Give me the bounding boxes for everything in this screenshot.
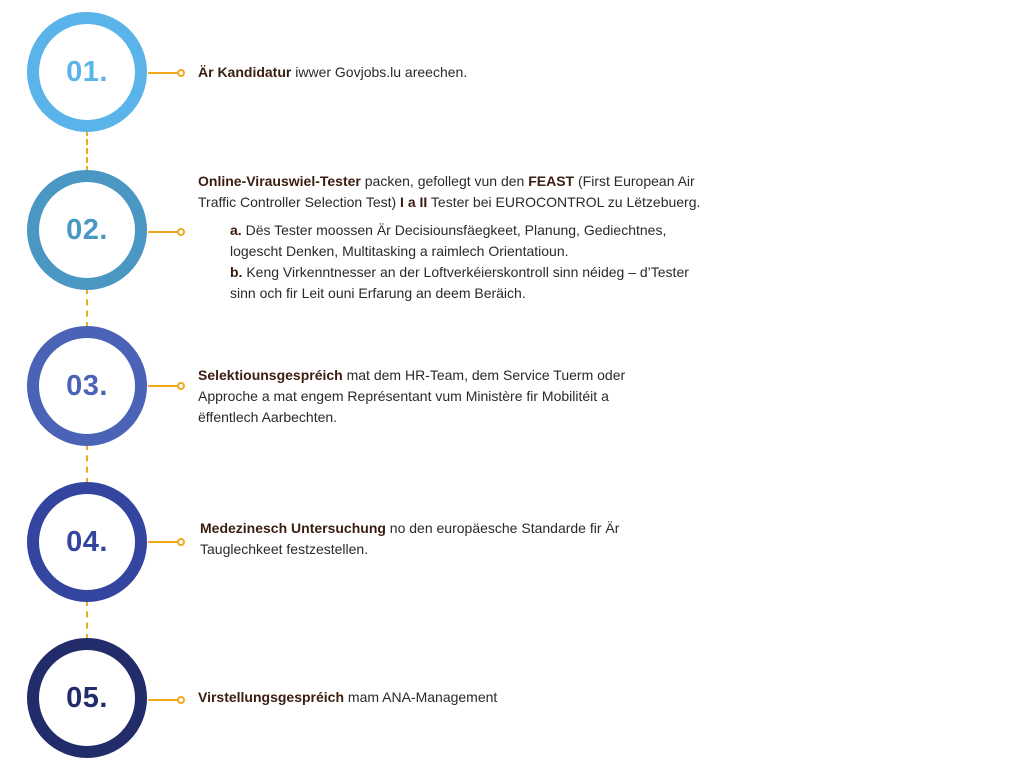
step-2-sub-a-text: Dës Tester moossen Är Decisiounsfäegkeet, Planung, Gediechtnes, logescht Denken, Multitasking a raimlech Orientatioun. bbox=[230, 222, 667, 259]
step-2-description bbox=[198, 171, 718, 304]
step-1-description bbox=[198, 62, 728, 83]
step-2-sub-b-label: b. bbox=[230, 264, 243, 280]
step-1-connector-dot bbox=[177, 69, 185, 77]
step-3-circle bbox=[27, 326, 147, 446]
step-3-connector bbox=[148, 385, 178, 387]
step-1-circle bbox=[27, 12, 147, 132]
step-4-connector-dot bbox=[177, 538, 185, 546]
timeline-connector-4-5 bbox=[86, 600, 88, 640]
step-2-connector-dot bbox=[177, 228, 185, 236]
step-5-connector-dot bbox=[177, 696, 185, 704]
step-2-connector bbox=[148, 231, 178, 233]
step-2-title: Online-Virauswiel-Tester bbox=[198, 173, 361, 189]
timeline-connector-1-2 bbox=[86, 130, 88, 172]
step-2-text-part-3: Tester bei EUROCONTROL zu Lëtzebuerg. bbox=[427, 194, 701, 210]
step-4-title: Medezinesch Untersuchung bbox=[200, 520, 386, 536]
step-2-text-part-2: (First European Air Traffic Controller Selection Test) bbox=[198, 173, 695, 210]
step-5-description bbox=[198, 687, 728, 708]
timeline-connector-3-4 bbox=[86, 444, 88, 484]
step-2-sub-b bbox=[230, 262, 700, 304]
step-2-main-text bbox=[198, 171, 718, 213]
step-3-title: Selektiounsgespréich bbox=[198, 367, 343, 383]
step-4-circle bbox=[27, 482, 147, 602]
step-3-number: 03. bbox=[66, 369, 108, 402]
step-5-number: 05. bbox=[66, 681, 108, 714]
step-1-number: 01. bbox=[66, 55, 108, 88]
timeline-connector-2-3 bbox=[86, 288, 88, 328]
step-4-connector bbox=[148, 541, 178, 543]
step-3-connector-dot bbox=[177, 382, 185, 390]
step-5-body: mam ANA-Management bbox=[344, 689, 498, 705]
step-2-sub-a bbox=[230, 220, 700, 262]
step-5-connector bbox=[148, 699, 178, 701]
step-3-description bbox=[198, 365, 648, 428]
step-2-sub-b-text: Keng Virkenntnesser an der Loftverkéierskontroll sinn néideg – d’Tester sinn och fir Leit ouni Erfarung an deem Beräich. bbox=[230, 264, 689, 301]
step-1-connector bbox=[148, 72, 178, 74]
step-4-number: 04. bbox=[66, 525, 108, 558]
step-5-title: Virstellungsgespréich bbox=[198, 689, 345, 705]
step-2-circle bbox=[27, 170, 147, 290]
step-2-levels: I a II bbox=[400, 194, 428, 210]
step-4-body: no den europäesche Standarde fir Är Tauglechkeet festzestellen. bbox=[200, 520, 620, 557]
step-2-sub-a-label: a. bbox=[230, 222, 242, 238]
step-1-body: iwwer Govjobs.lu areechen. bbox=[291, 64, 468, 80]
step-1-title: Är Kandidatur bbox=[198, 64, 292, 80]
step-2-number: 02. bbox=[66, 213, 108, 246]
step-2-text-part-1: packen, gefollegt vun den bbox=[360, 173, 529, 189]
step-3-body: mat dem HR-Team, dem Service Tuerm oder Approche a mat engem Représentant vum Ministère fir Mobilitéit a ëffentlech Aarbechten. bbox=[198, 367, 626, 425]
step-5-circle bbox=[27, 638, 147, 758]
step-4-description bbox=[200, 518, 640, 560]
step-2-feast: FEAST bbox=[528, 173, 575, 189]
